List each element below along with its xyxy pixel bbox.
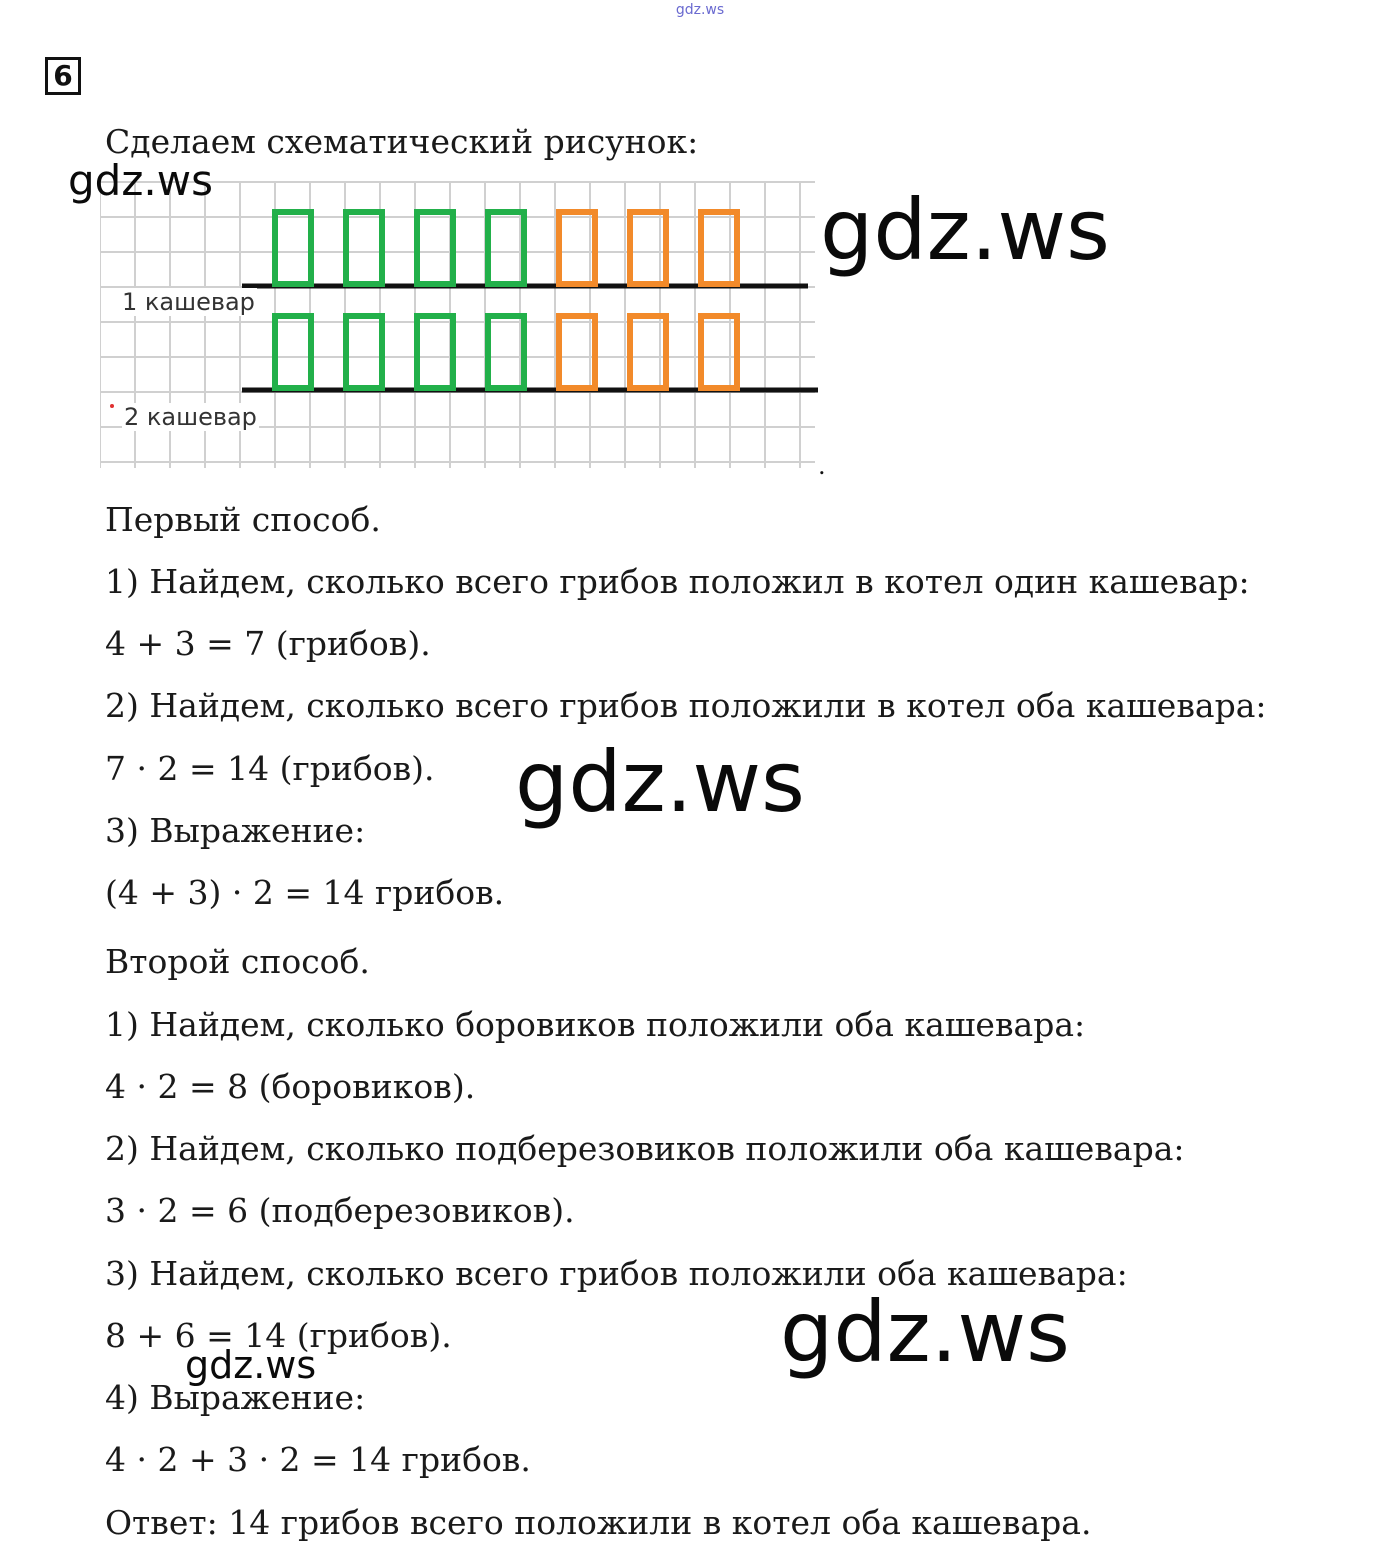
- boletus-rect: [488, 212, 524, 284]
- cook1-label: 1 кашевар: [122, 288, 255, 316]
- top-watermark: gdz.ws: [675, 2, 725, 18]
- cook2-label: 2 кашевар: [124, 403, 257, 431]
- watermark-logo: gdz.ws: [515, 733, 805, 831]
- method2-calc2: 3 · 2 = 6 (подберезовиков).: [105, 1191, 575, 1230]
- method2-calc1: 4 · 2 = 8 (боровиков).: [105, 1067, 476, 1106]
- method1-step3: 3) Выражение:: [105, 811, 366, 850]
- watermark-logo: gdz.ws: [780, 1283, 1070, 1381]
- watermark-logo: gdz.ws: [185, 1343, 317, 1387]
- method2-step4: 4) Выражение:: [105, 1378, 366, 1417]
- method2-step1: 1) Найдем, сколько боровиков положили оба кашевара:: [105, 1005, 1086, 1044]
- method2-step2: 2) Найдем, сколько подберезовиков положили оба кашевара:: [105, 1129, 1185, 1168]
- method1-calc2: 7 · 2 = 14 (грибов).: [105, 749, 435, 788]
- method2-calc3: 8 + 6 = 14 (грибов).: [105, 1316, 452, 1355]
- watermark-logo: gdz.ws: [820, 181, 1110, 279]
- method1-step1: 1) Найдем, сколько всего грибов положил в котел один кашевар:: [105, 562, 1250, 601]
- boletus-rect: [346, 316, 382, 388]
- boletus-rect: [417, 212, 453, 284]
- method2-heading: Второй способ.: [105, 942, 370, 981]
- boletus-rect: [488, 316, 524, 388]
- birch-bolete-rect: [701, 316, 737, 388]
- method2-step3: 3) Найдем, сколько всего грибов положили оба кашевара:: [105, 1254, 1128, 1293]
- method1-calc1: 4 + 3 = 7 (грибов).: [105, 624, 431, 663]
- method1-step2: 2) Найдем, сколько всего грибов положили в котел оба кашевара:: [105, 686, 1267, 725]
- scheme-end-dot: .: [818, 452, 826, 480]
- method1-heading: Первый способ.: [105, 500, 381, 539]
- scheme-drawing: [100, 178, 830, 478]
- method2-expression: 4 · 2 + 3 · 2 = 14 грибов.: [105, 1440, 531, 1479]
- birch-bolete-rect: [701, 212, 737, 284]
- boletus-rect: [275, 316, 311, 388]
- boletus-rect: [346, 212, 382, 284]
- boletus-rect: [417, 316, 453, 388]
- intro-text: Сделаем схематический рисунок:: [105, 122, 699, 161]
- answer-line: Ответ: 14 грибов всего положили в котел оба кашевара.: [105, 1503, 1092, 1542]
- red-dot: [110, 404, 114, 408]
- boletus-rect: [275, 212, 311, 284]
- task-number: 6: [45, 57, 81, 95]
- method1-expression: (4 + 3) · 2 = 14 грибов.: [105, 873, 505, 912]
- watermark-logo: gdz.ws: [68, 156, 213, 205]
